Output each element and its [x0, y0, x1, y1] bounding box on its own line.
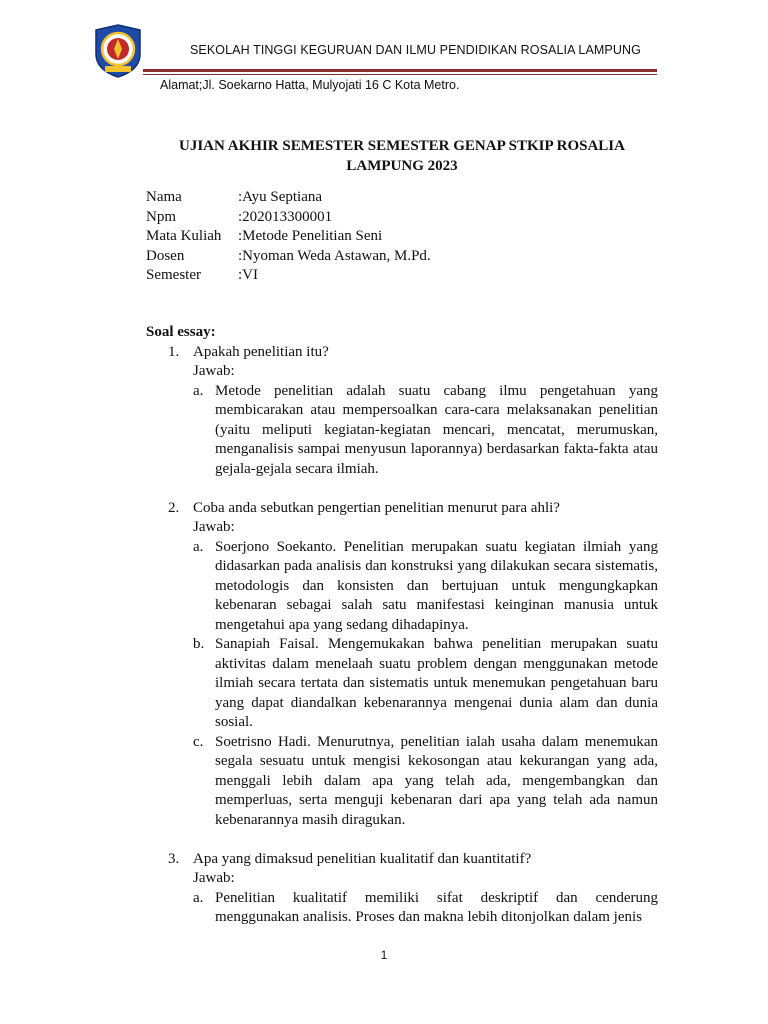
question-3	[168, 850, 658, 870]
info-value: :Nyoman Weda Astawan, M.Pd.	[238, 247, 431, 264]
info-row-nama	[146, 188, 431, 208]
info-row-mata-kuliah	[146, 227, 431, 247]
answer-text: Sanapiah Faisal. Mengemukakan bahwa penelitian merupakan suatu aktivitas dalam menelaah suatu problem dengan menggunakan metode ilmiah secara tertata dan sistematis untuk menemukan pengetahuan baru yang dapat diandalkan kebenarannya mengenai dunia alam dan dunia sosial.	[215, 636, 658, 730]
answer-3a	[193, 889, 658, 928]
page-number: 1	[380, 948, 388, 962]
info-label: Mata Kuliah	[146, 228, 222, 244]
info-label: Npm	[146, 208, 176, 225]
header-rule-thin	[143, 74, 657, 75]
exam-title	[146, 136, 658, 176]
answer-2c	[193, 733, 658, 831]
question-number: 2.	[168, 499, 180, 516]
essay-section	[146, 323, 658, 928]
info-value: :Ayu Septiana	[238, 189, 323, 205]
soal-heading: Soal essay:	[146, 324, 216, 340]
answer-letter: a.	[193, 382, 204, 399]
answer-2b	[193, 635, 658, 733]
answer-text: Soetrisno Hadi. Menurutnya, penelitian ialah usaha dalam menemukan segala sesuatu untuk mengisi kekosongan atau kekurangan yang ada, menggali lebih dalam apa yang telah ada, mengembangkan dan memperluas, serta menguji kebenaran dari apa yang telah ada namun kebenarannya masih diragukan.	[215, 733, 658, 828]
question-2	[168, 499, 658, 519]
info-row-semester	[146, 266, 431, 286]
answer-letter: a.	[193, 538, 204, 555]
info-label: Nama	[146, 189, 182, 205]
answer-text: Soerjono Soekanto. Penelitian merupakan suatu kegiatan ilmiah yang didasarkan pada analisis dan konstruksi yang dilakukan secara sistematis, metodologis dan konsisten dan bertujuan untuk mengungkapkan kebenaran sebagai salah satu manifestasi keinginan manusia untuk mengetahui apa yang sedang dihadapinya.	[215, 538, 658, 633]
question-number: 1.	[168, 343, 180, 360]
info-value: :202013300001	[238, 208, 333, 225]
jawab-label: Jawab:	[193, 519, 235, 535]
info-label: Semester	[146, 267, 201, 283]
info-label: Dosen	[146, 247, 185, 264]
institution-address: Alamat;Jl. Soekarno Hatta, Mulyojati 16 C Kota Metro.	[160, 78, 460, 92]
jawab-label: Jawab:	[193, 363, 235, 379]
answer-2a	[193, 538, 658, 636]
exam-title-line-1: UJIAN AKHIR SEMESTER SEMESTER GENAP STKIP ROSALIA	[179, 138, 625, 154]
header-rule-thick	[143, 69, 657, 72]
answer-letter: a.	[193, 889, 204, 906]
question-text: Coba anda sebutkan pengertian penelitian menurut para ahli?	[193, 499, 560, 516]
info-row-npm	[146, 208, 431, 228]
school-logo	[93, 24, 143, 78]
answer-letter: c.	[193, 733, 204, 750]
question-number: 3.	[168, 850, 180, 867]
institution-name: SEKOLAH TINGGI KEGURUAN DAN ILMU PENDIDIKAN ROSALIA LAMPUNG	[190, 43, 641, 57]
info-row-dosen	[146, 247, 431, 267]
jawab-label: Jawab:	[193, 870, 235, 886]
answer-letter: b.	[193, 636, 205, 652]
info-value: :Metode Penelitian Seni	[238, 228, 383, 244]
answer-1a	[193, 382, 658, 480]
student-info	[146, 188, 431, 286]
question-1	[168, 343, 658, 363]
answer-text: Penelitian kualitatif memiliki sifat deskriptif dan cenderung menggunakan analisis. Proses dan makna lebih ditonjolkan dalam jenis	[215, 889, 658, 925]
info-value: :VI	[238, 267, 258, 283]
question-text: Apakah penelitian itu?	[193, 343, 329, 360]
exam-title-line-2: LAMPUNG 2023	[346, 158, 458, 174]
answer-text: Metode penelitian adalah suatu cabang ilmu pengetahuan yang membicarakan atau mempersoalkan cara-cara melaksanakan penelitian (yaitu meliputi kegiatan-kegiatan mencari, mencatat, merumuskan, menganalisis sampai menyusun laporannya) berdasarkan fakta-fakta atau gejala-gejala secara ilmiah.	[215, 382, 658, 477]
question-text: Apa yang dimaksud penelitian kualitatif dan kuantitatif?	[193, 850, 532, 867]
